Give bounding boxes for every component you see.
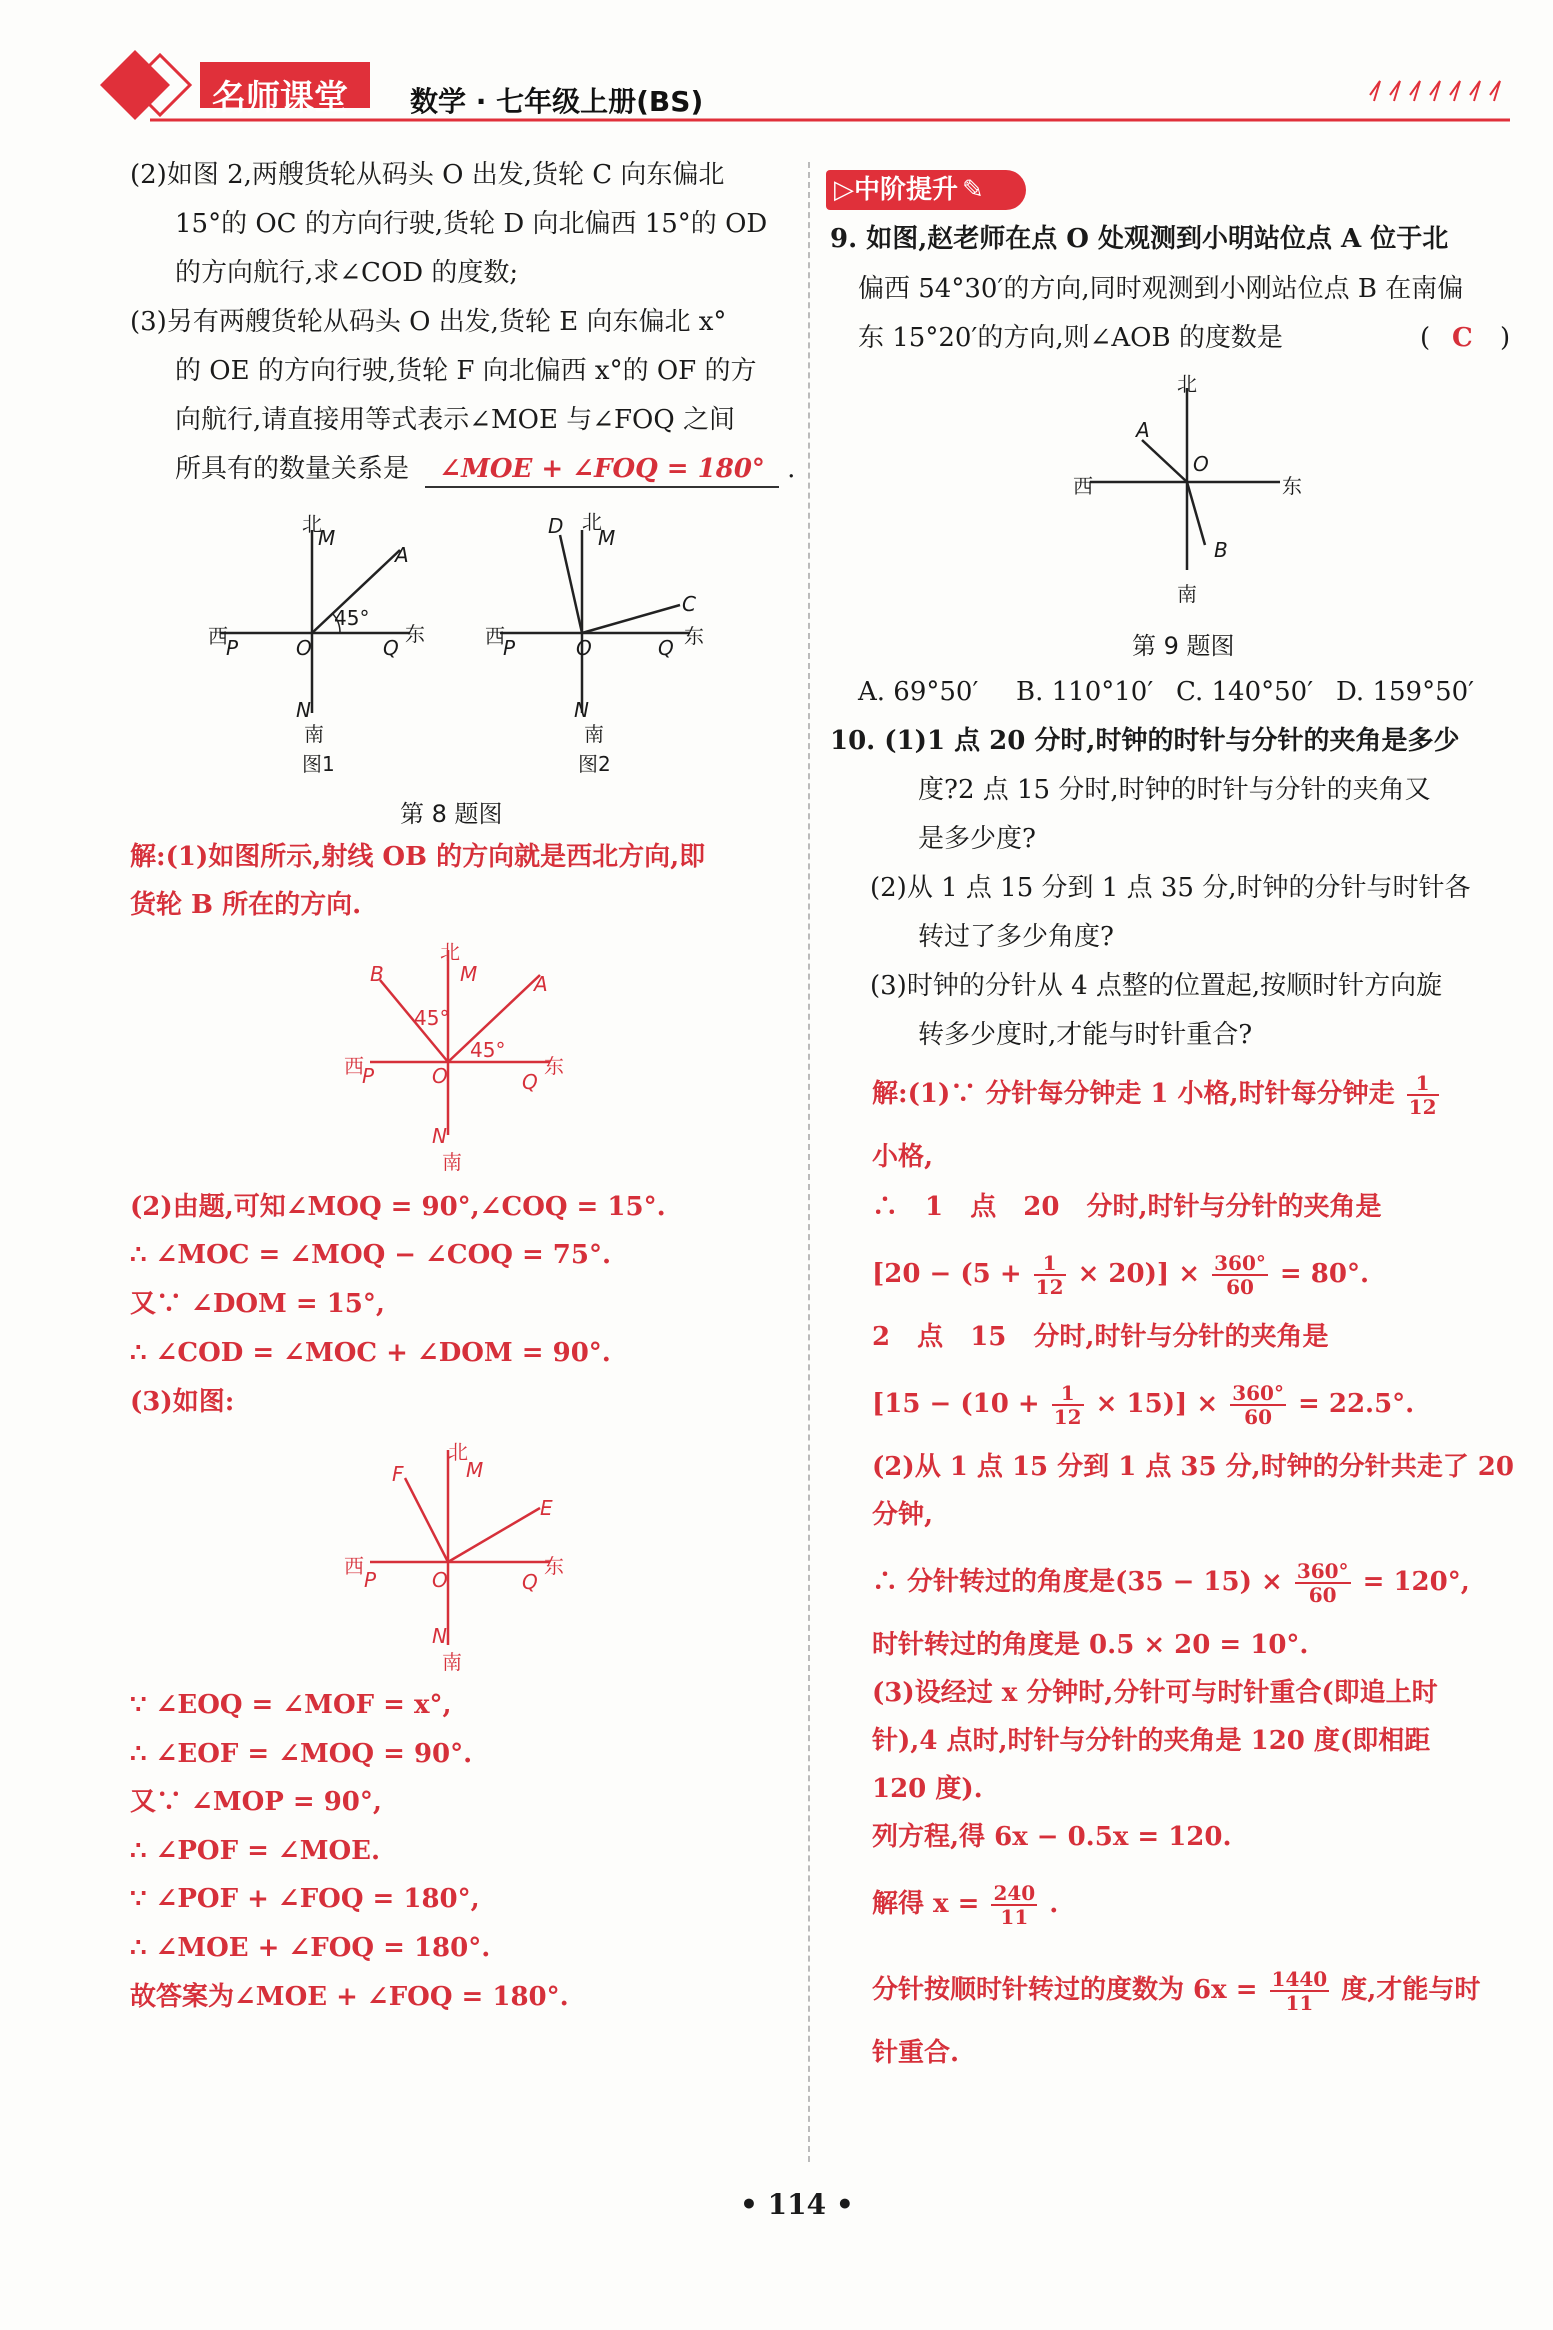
fig1-south: 南	[304, 722, 324, 746]
frac-1-12-c-den: 12	[1053, 1405, 1082, 1429]
frac-1-12-den: 12	[1408, 1095, 1437, 1119]
q9-paren-close: )	[1500, 323, 1511, 353]
q10-line7: 转多少度时,才能与时针重合?	[918, 1020, 1253, 1050]
frac-1-12-b-den: 12	[1035, 1275, 1064, 1299]
sol1-west: 西	[344, 1054, 364, 1078]
sol2-Q: Q	[522, 1570, 538, 1594]
fig2-O: O	[576, 636, 592, 660]
frac-1-12-b-num: 1	[1034, 1252, 1066, 1276]
q10-sol-l9b: = 120°,	[1362, 1567, 1470, 1597]
sol3-line4: ∴ ∠POF = ∠MOE.	[130, 1836, 381, 1866]
q10-sol-l9a: ∴ 分针转过的角度是(35 − 15) ×	[872, 1567, 1283, 1597]
sol3-line3: 又∵ ∠MOP = 90°,	[130, 1787, 382, 1817]
fig1-N: N	[296, 698, 311, 722]
fig2-south: 南	[584, 722, 604, 746]
sol2-east: 东	[544, 1554, 564, 1578]
sol1-M: M	[460, 962, 478, 986]
sol1-A: A	[534, 972, 548, 996]
sol2-F: F	[392, 1462, 404, 1486]
fig1-M: M	[318, 526, 336, 550]
q8-part3-line4	[175, 452, 795, 488]
fig2-C: C	[682, 592, 696, 616]
sol3-line1: ∵ ∠EOQ = ∠MOF = x°,	[130, 1690, 452, 1720]
q10-sol-l1	[872, 1072, 1442, 1118]
fig1-west: 西	[208, 624, 228, 648]
fig2-north: 北	[582, 510, 602, 534]
q10-sol-l5: 2 点 15 分时,时针与分针的夹角是	[872, 1322, 1329, 1352]
q10-sol-l6	[872, 1382, 1414, 1428]
sol2-south: 南	[442, 1650, 462, 1674]
header-subtitle: 数学 · 七年级上册(BS)	[410, 85, 704, 118]
frac-1-12-c-num: 1	[1052, 1382, 1084, 1406]
q8-part2-line2: 15°的 OC 的方向行驶,货轮 D 向北偏西 15°的 OD	[175, 209, 768, 239]
badge-label: 中阶提升	[854, 175, 959, 205]
fig1-A: A	[395, 543, 409, 567]
q10-sol-l16a: 分针按顺时针转过的度数为 6x =	[872, 1975, 1258, 2005]
pencil-icon: ✎	[962, 175, 984, 205]
sol1-P: P	[362, 1064, 375, 1088]
sol2-north: 北	[448, 1440, 468, 1464]
q9-paren-open: (	[1420, 323, 1431, 353]
q10-sol-l16	[872, 1968, 1480, 2014]
sol2-west: 西	[344, 1554, 364, 1578]
sol2-E: E	[540, 1496, 553, 1520]
q9-option-d: D. 159°50′	[1336, 677, 1475, 707]
frac-1-12	[1407, 1072, 1439, 1118]
q8-answer: ∠MOE + ∠FOQ = 180°	[425, 452, 779, 488]
fig1-O: O	[296, 636, 312, 660]
sol1-angle-45a: 45°	[414, 1006, 450, 1030]
sol2-line3: 又∵ ∠DOM = 15°,	[130, 1289, 385, 1319]
frac-1-12-b	[1034, 1252, 1066, 1298]
q10-sol-l6c: = 22.5°.	[1298, 1389, 1415, 1419]
q10-line4: (2)从 1 点 15 分到 1 点 35 分,时钟的分针与时针各	[870, 873, 1471, 903]
frac-360-60-b-num: 360°	[1232, 1381, 1284, 1405]
sol1-angle-45b: 45°	[470, 1038, 506, 1062]
q10-sol-l6b: × 15)] ×	[1095, 1389, 1219, 1419]
fig1-label: 图1	[302, 752, 335, 776]
sol1-O: O	[432, 1064, 448, 1088]
sol2-line1: (2)由题,可知∠MOQ = 90°,∠COQ = 15°.	[130, 1192, 666, 1222]
sol3-line5: ∵ ∠POF + ∠FOQ = 180°,	[130, 1884, 480, 1914]
fig9-caption: 第 9 题图	[1132, 632, 1235, 660]
frac-1440-11-num: 1440	[1271, 1967, 1328, 1991]
q10-sol-l4b: × 20)] ×	[1077, 1259, 1201, 1289]
header-title: 名师课堂	[212, 78, 348, 118]
q10-sol-l13: 120 度).	[872, 1774, 983, 1804]
fig1-P: P	[226, 636, 239, 660]
frac-360-60-c	[1295, 1560, 1351, 1606]
fig2-M: M	[598, 526, 616, 550]
q10-sol-l6a: [15 − (10 +	[872, 1389, 1040, 1419]
sol2-line5: (3)如图:	[130, 1387, 235, 1417]
sol2-line4: ∴ ∠COD = ∠MOC + ∠DOM = 90°.	[130, 1338, 611, 1368]
sol1-N: N	[432, 1124, 447, 1148]
fig2-D: D	[548, 514, 564, 538]
q9-option-b: B. 110°10′	[1016, 677, 1154, 707]
column-divider	[808, 162, 810, 2162]
q10-sol-l8: 分钟,	[872, 1500, 934, 1530]
q10-sol-l4	[872, 1252, 1369, 1298]
fig1-north: 北	[302, 512, 322, 536]
fig9-east: 东	[1282, 474, 1302, 498]
fig2-Q: Q	[658, 636, 674, 660]
fig2-east: 东	[684, 624, 704, 648]
q9-option-a: A. 69°50′	[858, 677, 979, 707]
fig8-caption: 第 8 题图	[400, 800, 503, 828]
q10-sol-l9	[872, 1560, 1470, 1606]
fig2-label: 图2	[578, 752, 611, 776]
frac-360-60-num: 360°	[1214, 1251, 1266, 1275]
sol1-line2: 货轮 B 所在的方向.	[130, 890, 362, 920]
q8-part2-line1: (2)如图 2,两艘货轮从码头 O 出发,货轮 C 向东偏北	[130, 160, 725, 190]
fig9-A: A	[1136, 418, 1150, 442]
q9-answer: C	[1452, 323, 1473, 353]
sol2-line2: ∴ ∠MOC = ∠MOQ − ∠COQ = 75°.	[130, 1240, 612, 1270]
frac-360-60-c-den: 60	[1308, 1583, 1337, 1607]
q10-sol-l4c: = 80°.	[1279, 1259, 1369, 1289]
fig9-figure	[1060, 370, 1300, 600]
frac-360-60	[1212, 1252, 1268, 1298]
sol1-line1: 解:(1)如图所示,射线 OB 的方向就是西北方向,即	[130, 842, 706, 872]
q9-option-c: C. 140°50′	[1176, 677, 1314, 707]
frac-360-60-b-den: 60	[1244, 1405, 1272, 1429]
q10-sol-l10: 时针转过的角度是 0.5 × 20 = 10°.	[872, 1630, 1309, 1660]
q10-sol-l14: 列方程,得 6x − 0.5x = 120.	[872, 1822, 1232, 1852]
q10-sol-l15	[872, 1882, 1058, 1928]
fig1-Q: Q	[383, 636, 399, 660]
frac-360-60-b	[1230, 1382, 1286, 1428]
q10-line1: 10. (1)1 点 20 分时,时钟的时针与分针的夹角是多少	[830, 726, 1460, 756]
q10-sol-l3: ∴ 1 点 20 分时,时针与分针的夹角是	[872, 1192, 1382, 1222]
frac-360-60-c-num: 360°	[1296, 1559, 1349, 1583]
q10-sol-l15b: .	[1049, 1889, 1059, 1919]
frac-1440-11-den: 11	[1285, 1991, 1314, 2015]
q8-part3-line4-text: 所具有的数量关系是	[175, 454, 410, 484]
q10-sol-l1-text: 解:(1)∵ 分针每分钟走 1 小格,时针每分钟走	[872, 1079, 1395, 1109]
fig9-B: B	[1214, 538, 1228, 562]
q10-sol-l11: (3)设经过 x 分钟时,分针可与时针重合(即追上时	[872, 1678, 1438, 1708]
q10-sol-l7: (2)从 1 点 15 分到 1 点 35 分,时钟的分针共走了 20	[872, 1452, 1514, 1482]
q10-line2: 度?2 点 15 分时,时钟的时针与分针的夹角又	[918, 775, 1431, 805]
fig1-angle-45: 45°	[334, 606, 370, 630]
sol1-B: B	[370, 962, 384, 986]
fig9-south: 南	[1177, 582, 1197, 606]
sol1-Q: Q	[522, 1070, 538, 1094]
q8-part3-line3: 向航行,请直接用等式表示∠MOE 与∠FOQ 之间	[175, 405, 735, 435]
fig2-P: P	[503, 636, 516, 660]
sol3-line7: 故答案为∠MOE + ∠FOQ = 180°.	[130, 1982, 569, 2012]
q8-answer-end: .	[787, 454, 796, 484]
sol3-line6: ∴ ∠MOE + ∠FOQ = 180°.	[130, 1933, 491, 1963]
sol2-P: P	[364, 1568, 377, 1592]
q10-line5: 转过了多少角度?	[918, 922, 1114, 952]
badge-arrow-icon: ▷	[834, 175, 854, 205]
section-badge	[826, 170, 1026, 210]
q9-line1: 9. 如图,赵老师在点 O 处观测到小明站位点 A 位于北	[830, 224, 1449, 254]
q10-sol-l2: 小格,	[872, 1142, 934, 1172]
q10-sol-l15a: 解得 x =	[872, 1889, 980, 1919]
fig1-east: 东	[405, 622, 425, 646]
fig2-west: 西	[485, 624, 505, 648]
frac-240-11-num: 240	[993, 1881, 1036, 1905]
fig9-west: 西	[1073, 474, 1093, 498]
sol2-M: M	[466, 1458, 484, 1482]
sol3-line2: ∴ ∠EOF = ∠MOQ = 90°.	[130, 1739, 473, 1769]
sol2-O: O	[432, 1568, 448, 1592]
frac-1440-11	[1270, 1968, 1330, 2014]
fig9-north: 北	[1177, 372, 1197, 396]
sol2-N: N	[432, 1624, 447, 1648]
frac-1-12-c	[1052, 1382, 1084, 1428]
fig2-N: N	[574, 698, 589, 722]
q10-line6: (3)时钟的分针从 4 点整的位置起,按顺时针方向旋	[870, 971, 1443, 1001]
fig9-O: O	[1193, 452, 1209, 476]
q10-sol-l17: 针重合.	[872, 2038, 960, 2068]
frac-360-60-den: 60	[1226, 1275, 1254, 1299]
q9-line3: 东 15°20′的方向,则∠AOB 的度数是	[858, 323, 1283, 353]
sol1-south: 南	[442, 1150, 462, 1174]
page-number: • 114 •	[740, 2188, 854, 2221]
q10-sol-l16b: 度,才能与时	[1341, 1975, 1481, 2005]
q10-sol-l12: 针),4 点时,时针与分针的夹角是 120 度(即相距	[872, 1726, 1431, 1756]
frac-240-11-den: 11	[1000, 1905, 1029, 1929]
q8-part2-line3: 的方向航行,求∠COD 的度数;	[175, 258, 519, 288]
q9-line2: 偏西 54°30′的方向,同时观测到小刚站位点 B 在南偏	[858, 274, 1464, 304]
sol1-east: 东	[544, 1054, 564, 1078]
q8-part3-line2: 的 OE 的方向行驶,货轮 F 向北偏西 x°的 OF 的方	[175, 356, 757, 386]
frac-1-12-num: 1	[1407, 1072, 1439, 1096]
q10-line3: 是多少度?	[918, 824, 1036, 854]
q8-part3-line1: (3)另有两艘货轮从码头 O 出发,货轮 E 向东偏北 x°	[130, 307, 727, 337]
q10-sol-l4a: [20 − (5 +	[872, 1259, 1022, 1289]
frac-240-11	[991, 1882, 1037, 1928]
sol1-north: 北	[440, 940, 460, 964]
